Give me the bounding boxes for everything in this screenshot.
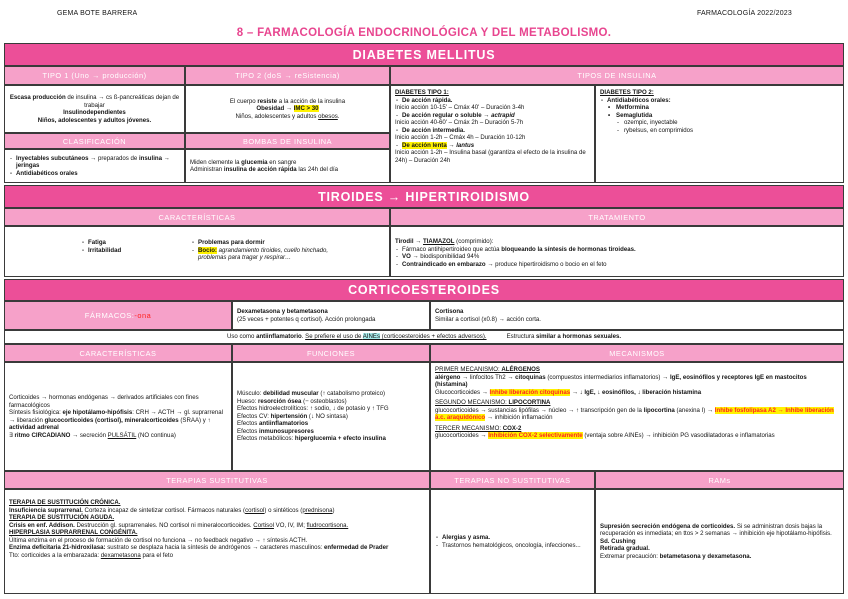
non-substitutive-therapies-header: TERAPIAS NO SUSTITUTIVAS <box>430 471 595 489</box>
drugs-header <box>4 301 232 330</box>
highlight-text: De acción lenta <box>402 141 447 149</box>
text-bold: lipocortina <box>643 406 675 414</box>
text: . <box>337 112 340 120</box>
text: de insulina → cs ß-pancreáticas dejan de trabajar <box>65 94 180 109</box>
text-bold: Enzima deficitaria 21-hidroxilasa: <box>9 544 106 551</box>
text: (comprimido): <box>454 238 494 245</box>
text: Destrucción gl. suprarrenales. NO cortisol ni mineralocorticoides. <box>74 521 254 529</box>
insulin-intermediate: - De acción intermedia. <box>395 127 590 135</box>
characteristic-line <box>9 409 227 432</box>
page-title: 8 – FARMACOLOGÍA ENDOCRINOLÓGICA Y DEL METABOLISMO. <box>236 27 612 39</box>
therapy-line <box>9 522 425 530</box>
insulin-type1-title: DIABETES TIPO 1: <box>395 89 449 96</box>
function-line <box>237 428 425 436</box>
text-bold: inmunosupresores <box>259 427 314 435</box>
adverse-reactions-cell <box>595 489 844 594</box>
text-bold: glucemia <box>241 158 268 166</box>
text-bold: De acción regular o soluble → <box>402 111 492 119</box>
ram-line: Sd. Cushing <box>600 537 636 545</box>
insulin-type1-cell <box>390 85 595 183</box>
text-bold: eje hipotálamo-hipófisis <box>62 409 133 416</box>
symptom-list <box>81 239 181 254</box>
text-bold: debilidad muscular <box>263 390 319 398</box>
non-substitutive-therapies-cell <box>430 489 595 594</box>
text-bold: citoquinas <box>515 373 546 381</box>
text: Síntesis fisiológica: <box>9 409 63 416</box>
underlined-text: dexametasona <box>100 551 141 559</box>
classification-item: - Antidiabéticos orales <box>9 170 180 178</box>
text: Efectos <box>237 420 260 428</box>
insulin-slow <box>395 142 590 150</box>
text-bold: Supresión secreción endógena de corticoides. <box>600 522 736 530</box>
insulin-slow-detail: Inicio acción 1-2h – Insulina basal (garantiza el efecto de la insulina de 24h) – Duración 24h <box>395 149 586 164</box>
thyroid-characteristics-cell <box>4 226 390 277</box>
text-bold: LIPOCORTINA <box>508 399 551 406</box>
text: Administran <box>190 166 224 173</box>
drug-form: - ozempic, inyectable <box>600 119 839 127</box>
text: a la acción de la insulina <box>277 97 346 105</box>
text-bold: betametasona y dexametasona. <box>659 552 752 560</box>
text-bold: insulina → jeringas <box>16 154 170 170</box>
text-bold: VO <box>402 253 411 260</box>
text: (anexina I) → <box>674 406 715 414</box>
characteristic-line: Corticoides → hormonas endógenas → derivados artificiales con fines farmacológicos <box>9 394 199 409</box>
text: glucocorticoides → <box>435 432 489 439</box>
function-line <box>237 413 425 421</box>
tipo1-cell <box>4 85 185 133</box>
function-line: Efectos hidroelectrolíticos: ↑ sodio, ↓ de potasio y ↑ TFG <box>237 405 389 413</box>
tipo1-line <box>9 94 180 109</box>
therapy-title: HIPERPLASIA SUPRARRENAL CONGÉNITA. <box>9 529 138 536</box>
text-bold: bloqueando la síntesis de hormonas tiroideas. <box>501 245 636 253</box>
treatment-title <box>395 238 839 246</box>
tipo1-header: TIPO 1 (Uno → producción) <box>4 66 185 85</box>
text-bold: ↓ IgE, ↓ eosinófilos, ↓ liberación histamina <box>579 388 702 396</box>
text: Fármaco antihipertiroideo que actúa <box>402 245 502 253</box>
author-name: GEMA BOTE BARRERA <box>57 10 138 17</box>
mechanism-line <box>435 389 839 397</box>
drug-name: TIAMAZOL <box>423 238 455 245</box>
text-bold: Insuficiencia suprarrenal. <box>9 506 83 514</box>
underlined-text: fludrocortisona. <box>306 521 349 529</box>
text: → inhibición inflamación <box>485 414 553 421</box>
highlight-text: Inhibe fosfolipasa A2 → Inhibe liberación á.c. araquidónico <box>435 406 834 421</box>
tipo1-line: Insulinodependientes <box>63 109 126 116</box>
text-bold: Tirodil → <box>395 238 423 245</box>
text-bold: COX-2 <box>502 424 522 432</box>
text: sustrato se desplaza hacia la síntesis de andrógenos → caracteres masculinos: <box>105 544 325 551</box>
text: → produce hipertiroidismo o bocio en el feto <box>485 260 607 268</box>
cortisone-desc: Similar a cortisol (x0.8) → acción corta. <box>435 315 541 323</box>
text-bold: similar a hormonas sexuales. <box>536 333 622 340</box>
underlined-text: obesos <box>318 112 338 120</box>
text-bold: enfermedad de Prader <box>324 544 389 551</box>
tipo1-line: Niños, adolescentes y adultos jóvenes. <box>37 116 152 124</box>
thyroid-treatment-cell <box>390 226 844 277</box>
text: linfocitos Th2 → <box>469 373 516 381</box>
insulin-regular-detail: Inicio acción 40-60' – Cmáx 2h – Duración 5-7h <box>395 119 524 126</box>
dexamethasone-cell <box>232 301 430 330</box>
insulin-pumps-header: BOMBAS DE INSULINA <box>185 133 390 149</box>
cortisone-cell <box>430 301 844 330</box>
symptom-item: - Problemas para dormir <box>191 239 341 247</box>
text: Extremar precaución: <box>600 552 660 560</box>
text: Hueso: <box>237 397 259 405</box>
cortico-characteristics-header: CARACTERÍSTICAS <box>4 344 232 362</box>
text: ) o sintéticos ( <box>264 506 303 514</box>
highlight-text: AINEs <box>362 333 381 340</box>
symptom-list <box>191 239 341 262</box>
therapy-item: - Alergias y asma. <box>435 534 590 542</box>
text: : CRH → ACTH → gl. suprarrenal → liberación <box>9 409 224 424</box>
text: Glucocorticoides → <box>435 388 490 396</box>
therapy-line: Última enzima en el proceso de formación de cortisol no funciona → no feedback negativo → ↑ síntesis ACTH. <box>9 536 308 544</box>
treatment-item <box>395 261 839 269</box>
text-bold: hipertensión <box>270 412 308 420</box>
tipo2-cell <box>185 85 390 133</box>
text: → <box>570 388 580 396</box>
mechanism-title <box>435 425 839 433</box>
tipo2-header: TIPO 2 (doS → reSistencia) <box>185 66 390 85</box>
mechanisms-cell <box>430 362 844 471</box>
mechanism-line <box>435 407 839 422</box>
function-line <box>237 398 425 406</box>
text: ∃ <box>9 431 15 439</box>
text-bold: resiste <box>257 97 277 105</box>
text-bold: ritmo CIRCADIANO <box>14 431 71 439</box>
insulin-type2-title: DIABETES TIPO 2: <box>600 89 654 96</box>
oral-antidiabetics: - Antidiabéticos orales: <box>600 97 839 105</box>
drug-form: - rybelsus, en comprimidos <box>600 127 839 135</box>
italic-text: agrandamiento tiroides, cuello hinchado, problemas para tragar y respirar… <box>198 246 329 261</box>
text: (− osteoblastos) <box>301 397 347 405</box>
text-bold: IgE, eosinófilos y receptores IgE en mastocitos (histamina) <box>435 373 807 388</box>
usage-line <box>5 331 843 343</box>
characteristic-line <box>9 432 227 440</box>
text: (SRAA) y ↑ <box>178 416 211 424</box>
text: . <box>301 333 306 340</box>
highlight-text: Inhibe liberación citoquinas <box>489 388 571 396</box>
tipo2-line <box>190 98 385 106</box>
therapy-item: - Trastornos hematológicos, oncología, infecciones... <box>435 542 590 550</box>
treatment-item <box>395 253 839 261</box>
text-bold: Inyectables subcutáneos <box>16 154 89 162</box>
text: Efectos CV: <box>237 412 271 420</box>
pump-line <box>190 159 385 167</box>
text: Uso como <box>226 333 257 340</box>
adverse-reactions-header: RAMs <box>595 471 844 489</box>
underlined-text: Cortisol <box>253 521 274 529</box>
functions-cell <box>232 362 430 471</box>
text: Efectos <box>237 427 260 435</box>
text: ) <box>332 506 335 514</box>
symptom-item: - Irritabilidad <box>81 247 181 255</box>
text-bold: actividad adrenal <box>9 424 59 431</box>
underlined-text: PULSÁTIL <box>107 431 137 439</box>
function-line <box>237 390 425 398</box>
mechanism-line <box>435 374 839 389</box>
dexamethasone-title: Dexametasona y betametasona <box>237 308 328 315</box>
insulin-rapid-detail: Inicio acción 10-15' – Cmáx 40' – Duración 3-4h <box>395 104 525 111</box>
drugs-label: FÁRMACOS: <box>84 311 135 320</box>
cortico-characteristics-cell <box>4 362 232 471</box>
diabetes-banner: DIABETES MELLITUS <box>4 43 844 66</box>
mechanisms-header: MECANISMOS <box>430 344 844 362</box>
text: (↑ catabolismo proteico) <box>318 390 386 398</box>
text-bold: Crisis en enf. Addison. <box>9 521 75 529</box>
text: (ventaja sobre AINEs) → inhibición PG vasodilatadoras e inflamatorias <box>582 432 775 439</box>
text: (compuestos intermediarios inflamatorios) → <box>545 373 670 381</box>
text: (↓ NO sintasa) <box>307 412 348 420</box>
therapy-title: TERAPIA DE SUSTITUCIÓN CRÓNICA. <box>9 499 121 506</box>
text: para el feto <box>140 551 173 559</box>
therapy-title: TERAPIA DE SUSTITUCIÓN AGUDA. <box>9 514 115 521</box>
text-bold: antiinflamatorio <box>256 333 302 340</box>
text: Niños, adolescentes y adultos <box>235 112 319 120</box>
thyroid-banner: TIROIDES → HIPERTIROIDISMO <box>4 185 844 208</box>
insulin-pumps-cell <box>185 149 390 183</box>
therapy-line <box>9 544 425 552</box>
text-bold: Contraindicado en embarazo <box>402 260 486 268</box>
text-bold: hiperglucemia + efecto insulina <box>294 435 386 443</box>
text: VO, IV, IM; <box>273 521 307 529</box>
mechanism-title <box>435 399 839 407</box>
text: glucocorticoides → sustancias lipófilas → núcleo → ↑ transcripción gen de la <box>435 406 644 414</box>
classification-cell <box>4 149 185 183</box>
insulin-type2-cell <box>595 85 844 183</box>
classification-item <box>9 155 180 170</box>
text-bold: Obesidad → <box>256 105 294 113</box>
text: PRIMER MECANISMO: <box>435 366 502 373</box>
text-bold: Escasa producción <box>9 94 66 101</box>
text-bold: resorción ósea <box>258 397 302 405</box>
course-name: FARMACOLOGÍA 2022/2023 <box>696 10 792 17</box>
text: Miden clemente la <box>190 158 242 166</box>
text: → biodisponibilidad 94% <box>410 253 480 260</box>
substitutive-therapies-header: TERAPIAS SUSTITUTIVAS <box>4 471 430 489</box>
function-line <box>237 435 425 443</box>
classification-header: CLASIFICACIÓN <box>4 133 185 149</box>
highlight-text: IMC > 30 <box>293 105 319 113</box>
insulin-intermediate-detail: Inicio acción 1-2h – Cmáx 4h – Duración 10-12h <box>395 134 526 141</box>
text-bold: ALÉRGENOS <box>501 366 540 373</box>
underlined-text: Se prefiere el uso de <box>305 333 363 340</box>
insulin-types-header: TIPOS DE INSULINA <box>390 66 844 85</box>
tipo2-line <box>190 113 385 121</box>
text: en sangre <box>267 158 297 166</box>
function-line <box>237 420 425 428</box>
thyroid-treatment-header: TRATAMIENTO <box>390 208 844 226</box>
therapy-line <box>9 507 425 515</box>
text: (NO continua) <box>136 431 176 439</box>
usage-row <box>4 330 844 344</box>
symptom-item <box>191 247 341 262</box>
drugs-suffix: -ona <box>134 311 152 320</box>
text: El cuerpo <box>229 97 258 105</box>
highlight-text: Bocio: <box>198 246 217 254</box>
text: las 24h del día <box>296 166 339 173</box>
treatment-item <box>395 246 839 254</box>
text: SEGUNDO MECANISMO: <box>435 399 509 406</box>
underlined-text: (corticoesteroides + efectos adversos). <box>380 333 487 340</box>
insulin-rapid: - De acción rápida. <box>395 97 590 105</box>
text: Si se administran dosis bajas la recuperación es inmediata; en ttos > 2 semanas → inhibición eje hipotálamo-hipófisis. <box>600 522 832 538</box>
corticosteroids-banner: CORTICOESTEROIDES <box>4 279 844 301</box>
text-bold: mineralcorticoides <box>124 416 179 424</box>
text-bold: alérgeno → <box>435 373 470 381</box>
symptom-item: - Fatiga <box>81 239 181 247</box>
highlight-text: Inhibición COX-2 selectivamente <box>488 432 583 439</box>
ram-line <box>600 523 839 538</box>
underlined-text: cortisol <box>245 506 265 514</box>
mechanism-line <box>435 432 839 440</box>
text: Músculo: <box>237 390 264 398</box>
ram-line <box>600 553 839 561</box>
therapy-line <box>9 552 425 560</box>
thyroid-characteristics-header: CARACTERÍSTICAS <box>4 208 390 226</box>
insulin-regular <box>395 112 590 120</box>
substitutive-therapies-cell <box>4 489 430 594</box>
cortisone-title: Cortisona <box>435 308 464 315</box>
drug-item: • Semaglutida <box>600 112 839 120</box>
text: Efectos metabólicos: <box>237 435 295 443</box>
dexamethasone-desc: (25 veces + potentes q cortisol). Acción prolongada <box>237 315 376 323</box>
brand-name: actrapid <box>491 111 515 119</box>
text: → preparados de <box>88 154 139 162</box>
text: Estructura <box>506 333 537 340</box>
text: Corteza incapaz de sintetizar cortisol. Fármacos naturales ( <box>82 506 246 514</box>
tipo2-line <box>190 105 385 113</box>
pump-line <box>190 166 385 174</box>
text-bold: glucocorticoides (cortisol), <box>44 416 123 424</box>
drug-item: • Metformina <box>600 104 839 112</box>
text: TERCER MECANISMO: <box>435 424 503 432</box>
mechanism-title <box>435 366 839 374</box>
underlined-text: prednisona <box>302 506 333 514</box>
brand-name: → lantus <box>446 141 475 149</box>
functions-header: FUNCIONES <box>232 344 430 362</box>
text-bold: antiinflamatorios <box>259 420 309 428</box>
text: → secreción <box>70 431 108 439</box>
text-bold: insulina de acción rápida <box>223 166 297 173</box>
text: Tto: corticoides a la embarazada: <box>9 551 101 559</box>
ram-line: Retirada gradual. <box>600 545 650 553</box>
